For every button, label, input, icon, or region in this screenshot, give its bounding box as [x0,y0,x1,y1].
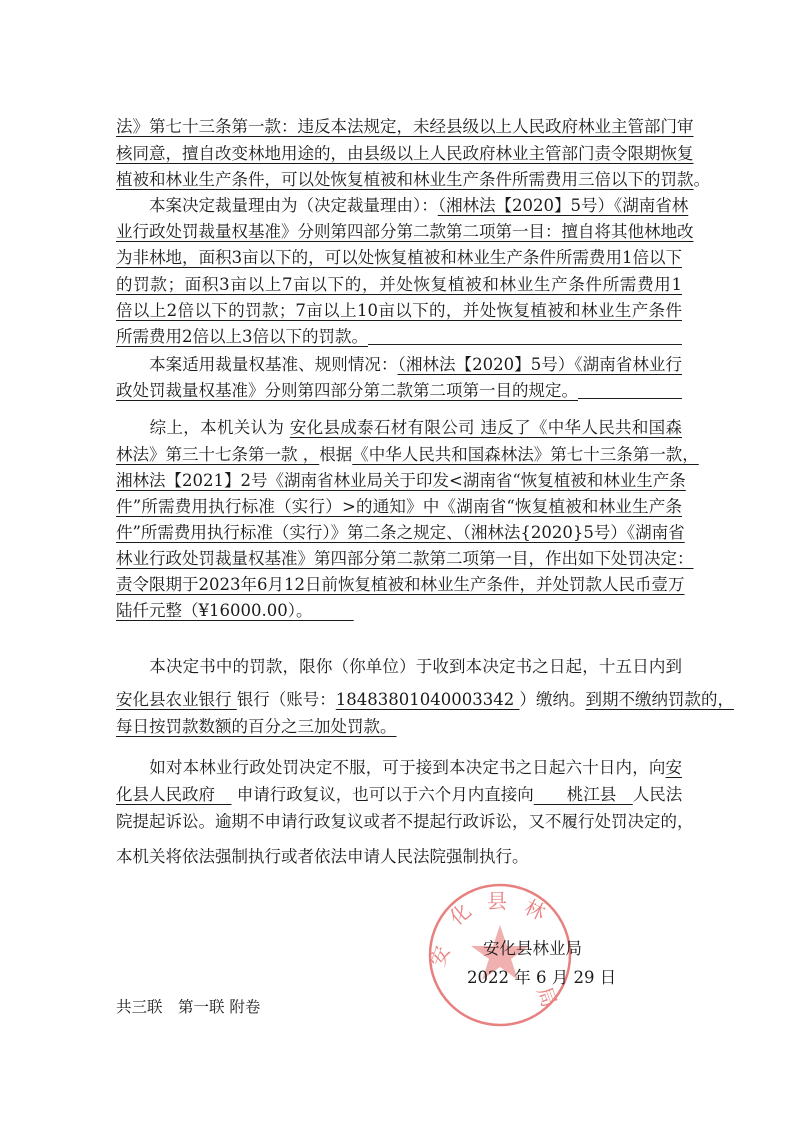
text: ）缴纳。 [519,690,586,709]
underlined-text: 核同意，擅自改变林地用途的，由县级以上人民政府林业主管部门责令限期恢复 [116,144,694,163]
text: 本机关将依法强制执行或者依法申请人民法院强制执行。 [116,847,529,866]
text-line [116,784,682,806]
text: 本案适用裁量权基准、规则情况： [116,355,398,374]
underlined-text: 植被和林业生产条件，可以处恢复植被和林业生产条件所需费用三倍以下的罚款 [116,170,694,189]
underlined-text: 安 [665,758,682,777]
underlined-text: 倍以上2倍以下的罚款；7亩以上10亩以下的，并处恢复植被和林业生产条件 [116,301,682,320]
text-line [116,169,710,191]
text: 如对本林业行政处罚决定不服，可于接到本决定书之日起六十日内，向 [116,758,666,777]
issue-date: 2022 年 6 月 29 日 [467,968,617,987]
text-line [116,716,682,738]
text-line [116,195,689,217]
svg-text:安: 安 [425,942,455,970]
text: 申请行政复议，也可以于六个月内直接向 [231,785,534,804]
text-line [116,444,699,466]
text-line [116,247,682,269]
blank-underline [578,380,682,399]
text-line [116,689,734,711]
underlined-text: 所需费用2倍以上3倍以下的罚款。 [116,327,368,346]
text-line [116,221,694,243]
blank-underline [368,326,682,345]
text-line [116,274,682,296]
text: 本案决定裁量理由为（决定裁量理由）： [116,196,438,215]
underlined-text: 件”所需费用执行标准（实行）>的通知》中《湖南省“恢复植被和林业生产条 [116,497,682,516]
text-line [116,496,682,518]
underlined-text: （湘林法【2020】5号）《湖南省林 [437,196,689,215]
underlined-text: 政处罚裁量权基准》分则第四部分第二款第二项第一目的规定。 [116,381,578,400]
underlined-text: 湘林法【2021】2号《湖南省林业局关于印发<湖南省“恢复植被和林业生产条 [116,471,686,490]
underlined-text: 件”所需费用执行标准（实行）》第二条之规定、（湘林法{2020}5号）《湖南省 [116,523,685,542]
text: 银行（账号： [236,690,336,709]
text: 根据 [319,445,353,464]
underlined-text: 每日按罚款数额的百分之三加处罚款。 [116,717,397,736]
underlined-text: 18483801040003342 [335,690,520,709]
text-line [116,470,686,492]
underlined-text: 责令限期于2023年6月12日前恢复植被和林业生产条件，并处罚款人民币壹万 [116,575,685,594]
underlined-text: 安化县成泰石材有限公司 违反了《中华人民共和国森 [289,418,682,437]
text-line [116,548,694,570]
text-line [116,811,694,833]
underlined-text: 法》第七十三条第一款：违反本法规定，未经县级以上人民政府林业主管部门审 [116,117,694,136]
text: 综上，本机关认为 [116,418,290,437]
underlined-text: 的罚款；面积3亩以上7亩以下的，并处恢复植被和林业生产条件所需费用1 [116,275,682,294]
text-line [116,656,682,678]
text-line [116,354,682,376]
underlined-text: 《中华人民共和国森林法》第七十三条第一款， [352,445,699,464]
underlined-text: 到期不缴纳罚款的， [585,690,734,709]
issuing-authority: 安化县林业局 [483,939,582,958]
text-line [116,417,682,439]
underlined-text: 林业行政处罚裁量权基准》第四部分第二款第二项第一目，作出如下处罚决定： [116,549,694,568]
underlined-text: （湘林法【2020】5号）《湖南省林业行 [397,355,682,374]
svg-text:局: 局 [532,983,562,1011]
text: 本决定书中的罚款，限你（你单位）于收到本决定书之日起，十五日内到 [116,657,682,676]
underlined-text: 业行政处罚裁量权基准》分则第四部分第二款第二项第一目：擅自将其他林地改 [116,222,694,241]
text-line [116,326,682,348]
svg-text:林: 林 [520,894,550,925]
underlined-text: 安化县农业银行 [116,690,237,709]
text: 人民法 [632,785,683,804]
text: 院提起诉讼。逾期不申请行政复议或者不提起行政诉讼，又不履行处罚决定的， [116,812,694,831]
text-line [116,143,694,165]
text-line [116,116,694,138]
underlined-text: 林法》第三十七条第一款 ， [116,445,320,464]
copy-note: 共三联 第一联 附卷 [116,998,261,1016]
svg-text:化: 化 [444,898,476,930]
text-line [116,574,685,596]
text-line [116,600,682,622]
underlined-text: 化县人民政府 [116,785,232,804]
svg-text:县: 县 [487,889,507,913]
underlined-text: 桃江县 [533,785,633,804]
underlined-text: 陆仟元整（¥16000.00）。 [116,601,354,620]
text: 。 [693,170,710,189]
text-line [116,380,682,402]
text-line [116,846,682,868]
text-line [116,300,682,322]
text-line [116,757,682,779]
text-line [116,522,685,544]
underlined-text: 为非林地，面积3亩以下的，可以处恢复植被和林业生产条件所需费用1倍以下 [116,248,682,267]
